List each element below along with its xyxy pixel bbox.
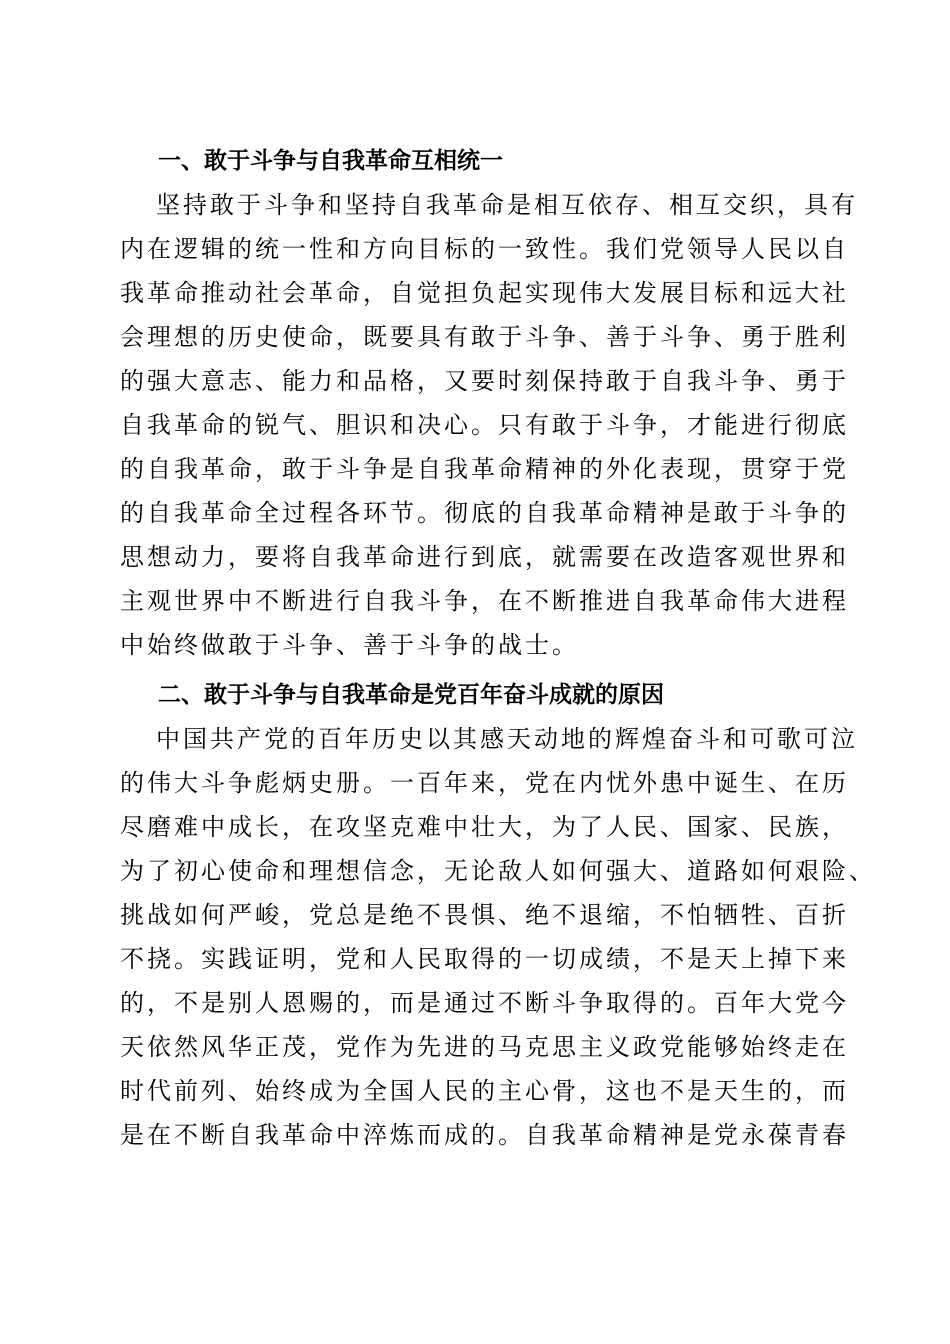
paragraph-line: 的自我革命，敢于斗争是自我革命精神的外化表现，贯穿于党: [120, 455, 849, 483]
paragraph-line: 的，不是别人恩赐的，而是通过不断斗争取得的。百年大党今: [120, 989, 849, 1017]
paragraph-line: 自我革命的锐气、胆识和决心。只有敢于斗争，才能进行彻底: [120, 411, 849, 439]
paragraph-line: 内在逻辑的统一性和方向目标的一致性。我们党领导人民以自: [120, 235, 849, 263]
paragraph-line: 不挠。实践证明，党和人民取得的一切成绩，不是天上掉下来: [120, 945, 849, 973]
paragraph-line: 尽磨难中成长，在攻坚克难中壮大，为了人民、国家、民族，: [120, 813, 849, 841]
paragraph-line: 挑战如何严峻，党总是绝不畏惧、绝不退缩，不怕牺牲、百折: [120, 901, 849, 929]
paragraph-line: 主观世界中不断进行自我斗争，在不断推进自我革命伟大进程: [120, 587, 849, 615]
paragraph-line: 是在不断自我革命中淬炼而成的。自我革命精神是党永葆青春: [120, 1121, 849, 1149]
paragraph-line: 的伟大斗争彪炳史册。一百年来，党在内忧外患中诞生、在历: [120, 769, 849, 797]
paragraph-line: 的自我革命全过程各环节。彻底的自我革命精神是敢于斗争的: [120, 499, 849, 527]
paragraph-line: 中始终做敢于斗争、善于斗争的战士。: [120, 631, 579, 659]
paragraph-line: 中国共产党的百年历史以其感天动地的辉煌奋斗和可歌可泣: [156, 725, 858, 753]
paragraph-line: 天依然风华正茂，党作为先进的马克思主义政党能够始终走在: [120, 1033, 849, 1061]
paragraph-line: 为了初心使命和理想信念，无论敌人如何强大、道路如何艰险、: [120, 857, 876, 885]
paragraph-line: 时代前列、始终成为全国人民的主心骨，这也不是天生的，而: [120, 1077, 849, 1105]
section-1-paragraph: [120, 183, 858, 667]
section-heading-2: 二、敢于斗争与自我革命是党百年奋斗成就的原因: [158, 682, 664, 708]
paragraph-line: 的强大意志、能力和品格，又要时刻保持敢于自我斗争、勇于: [120, 367, 849, 395]
document-body: [120, 139, 876, 1157]
paragraph-line: 思想动力，要将自我革命进行到底，就需要在改造客观世界和: [120, 543, 849, 571]
section-2-paragraph: [120, 717, 876, 1157]
paragraph-line: 坚持敢于斗争和坚持自我革命是相互依存、相互交织，具有: [156, 191, 858, 219]
section-heading-1: 一、敢于斗争与自我革命互相统一: [158, 148, 503, 174]
paragraph-line: 会理想的历史使命，既要具有敢于斗争、善于斗争、勇于胜利: [120, 323, 849, 351]
paragraph-line: 我革命推动社会革命，自觉担负起实现伟大发展目标和远大社: [120, 279, 849, 307]
